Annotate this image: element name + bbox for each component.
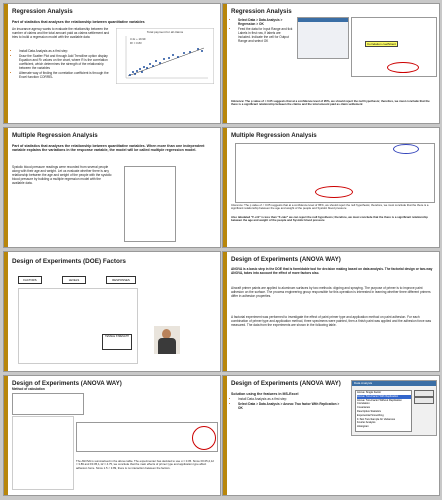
- data-analysis-dialog: [351, 380, 437, 436]
- slide-inference: Inference: The p value of < 0.05 suggests that at a confidence level of 95%, we should reject the null hypothesis; therefore, we must conclude that the there is a significant relationship between the age and weight of the people and Systolic blood pressure: [231, 203, 429, 211]
- slide-accent-bar: [4, 4, 8, 123]
- bullet: • Feed the data for Input Range and tick Labels in first row, if labels are included. Indicate the cell for Output Range and select OK: [238, 28, 293, 44]
- slide-para: A factorial experiment was performed to investigate the effect of paint primer type and application method on paint adhesion. For each combination of primer type and application method, three specimens were painted, then a finish paint was applied and the adhesion force was measured. The data from the experiments are shown in the following table.: [231, 315, 432, 327]
- levels-box: LEVELS: [62, 276, 86, 284]
- presenter-image: [154, 326, 180, 354]
- slide-4: [222, 127, 440, 248]
- slide-para: ANOVA is a basic step in the DOE that is formidable tool for decision making based on data analysis. The factorial design or two-way ANOVA, takes into account the effect of more factors also.: [231, 267, 433, 275]
- slide-1: [3, 3, 221, 124]
- list-item[interactable]: Fourier Analysis: [357, 421, 376, 425]
- factors-box: FACTORS: [18, 276, 42, 284]
- slide-6: [222, 251, 440, 372]
- highlight-oval: [393, 144, 419, 154]
- correlation-coefficient-callout: Correlation coefficient: [367, 42, 396, 46]
- slide-inference: Also tabulated "F-crit" is less than "F-calc" we can reject the null hypothesis; therefore, we must conclude that the there is a significant relationship between the age and weight of the people and Systolic blood pressure: [231, 215, 428, 223]
- slide-bullets: [231, 398, 341, 412]
- bullet: • Select Data > Data Analysis > Anova: Two factor With Replication > OK: [238, 403, 341, 411]
- list-item[interactable]: Correlation: [357, 402, 370, 406]
- slide-para: Aircraft primer paints are applied to aluminum surfaces by two methods: dipping and spraying. The purpose of primer is to improve paint adhesion on the surface. The process engineering group responsible for this operation is interested in learning whether three different primers differ in adhesion properties.: [231, 286, 431, 298]
- slide-title: Multiple Regression Analysis: [12, 132, 98, 139]
- slide-intro: An insurance agency wants to evaluate the relationship between the number of claims and the total amount paid as claims settlement and tries to build a regression model with the available data: [12, 27, 110, 39]
- bullet: • Alternate way of finding the correlation coefficient is through the Excel function CORREL: [19, 72, 110, 80]
- slide-5: [3, 251, 221, 372]
- list-item[interactable]: Anova: Single Factor: [357, 391, 382, 394]
- list-item[interactable]: Anova: Two-Factor With Replication: [357, 395, 411, 399]
- dialog-title: Data Analysis: [352, 381, 436, 386]
- chart-equation: 3.4x + 19.99: [130, 37, 146, 41]
- slide-7: [3, 375, 221, 496]
- slide-2: [222, 3, 440, 124]
- slide-title: Design of Experiments (ANOVA WAY): [231, 380, 341, 387]
- highlight-oval: [315, 186, 353, 198]
- dialog-list[interactable]: [355, 390, 412, 432]
- process-diagram: [18, 288, 138, 364]
- bullet: • Install Data Analysis as a first step: [19, 50, 110, 54]
- slide-accent-bar: [4, 128, 8, 247]
- slide-title: Design of Experiments (ANOVA WAY): [12, 380, 122, 387]
- list-item[interactable]: F-Test Two-Sample for Variances: [357, 417, 396, 421]
- slide-accent-bar: [4, 376, 8, 495]
- formula-block: [12, 416, 74, 490]
- slide-accent-bar: [223, 252, 227, 371]
- responses-box: RESPONSES: [106, 276, 136, 284]
- list-item[interactable]: Anova: Two-Factor Without Replication: [357, 398, 402, 402]
- bullet: • Select Data > Data Analysis > Regression > OK: [238, 19, 293, 27]
- bullet: • Draw the Scatter Plot and through Add Trendline option display Equation and R² values on the chart, where R is the correlation coefficient, which determines the strength of the relationship between the variables: [19, 55, 110, 71]
- data-table-screenshot: [124, 166, 176, 242]
- highlight-oval: [192, 426, 216, 450]
- slide-title: Regression Analysis: [12, 8, 73, 15]
- slide-title: Multiple Regression Analysis: [231, 132, 317, 139]
- slide-subtitle: Part of statistics that analyses the relationship between quantitative variables. When more than one independent variable explains the variations in the response variable, the model will be called multiple regression model.: [12, 144, 205, 153]
- slide-result: The ANOVA is summarised in the above table. The experimenter has decided to use α = 0.05. Since F0.05,2,12 = 3.89 and F0.05,1,12 = 4.75, we conclude that the main effects of primer type and application type affect adhesion force. Since 1.5 < 3.89, there is no interaction between the factors.: [76, 459, 214, 470]
- slide-inference: Inference: The p value of < 0.05 suggests that at a confidence level of 95%, we should reject the null hypothesis; therefore, we must conclude that the there is a significant relationship between the claims and the total amount paid as claim settlement: [231, 99, 430, 107]
- chart-r2: R² = 0.83: [130, 41, 142, 45]
- highlight-oval: [387, 62, 419, 73]
- list-item[interactable]: Histogram: [357, 425, 369, 429]
- slide-bullets: [231, 19, 293, 45]
- data-table: [12, 393, 84, 415]
- slide-title: Regression Analysis: [231, 8, 292, 15]
- slide-body: Systolic blood pressure readings were recorded from several people along with their age and weight. Let us evaluate whether there is any relationship between the age and weight of the people with the systolic blood pressure by building a multiple regression model with the available data.: [12, 165, 112, 185]
- slide-8: [222, 375, 440, 496]
- slide-bullets: [12, 50, 110, 81]
- slide-accent-bar: [223, 376, 227, 495]
- regression-dialog-screenshot: [297, 17, 349, 59]
- slide-title: Design of Experiments (DOE) Factors: [12, 258, 126, 265]
- slide-accent-bar: [4, 252, 8, 371]
- slide-3: [3, 127, 221, 248]
- ok-button[interactable]: [414, 390, 434, 397]
- slide-subtitle: Solution using the features in MS-Excel: [231, 392, 299, 396]
- chart-title: Total payment for all claims: [146, 30, 184, 34]
- method-label: Method of calculation: [12, 387, 45, 391]
- slide-accent-bar: [223, 4, 227, 123]
- list-item[interactable]: Descriptive Statistics: [357, 409, 381, 413]
- scatter-chart: [116, 28, 214, 84]
- list-item[interactable]: Covariance: [357, 406, 371, 410]
- slide-accent-bar: [223, 128, 227, 247]
- cancel-button[interactable]: [414, 397, 434, 404]
- slide-subtitle: Part of statistics that analyses the relationship between quantitative variables: [12, 20, 145, 24]
- list-item[interactable]: Exponential Smoothing: [357, 413, 384, 417]
- output-box: TENSILE STRENGTH: [102, 334, 132, 350]
- slide-title: Design of Experiments (ANOVA WAY): [231, 256, 341, 263]
- bullet: • Install Data Analysis as a first step: [238, 398, 341, 402]
